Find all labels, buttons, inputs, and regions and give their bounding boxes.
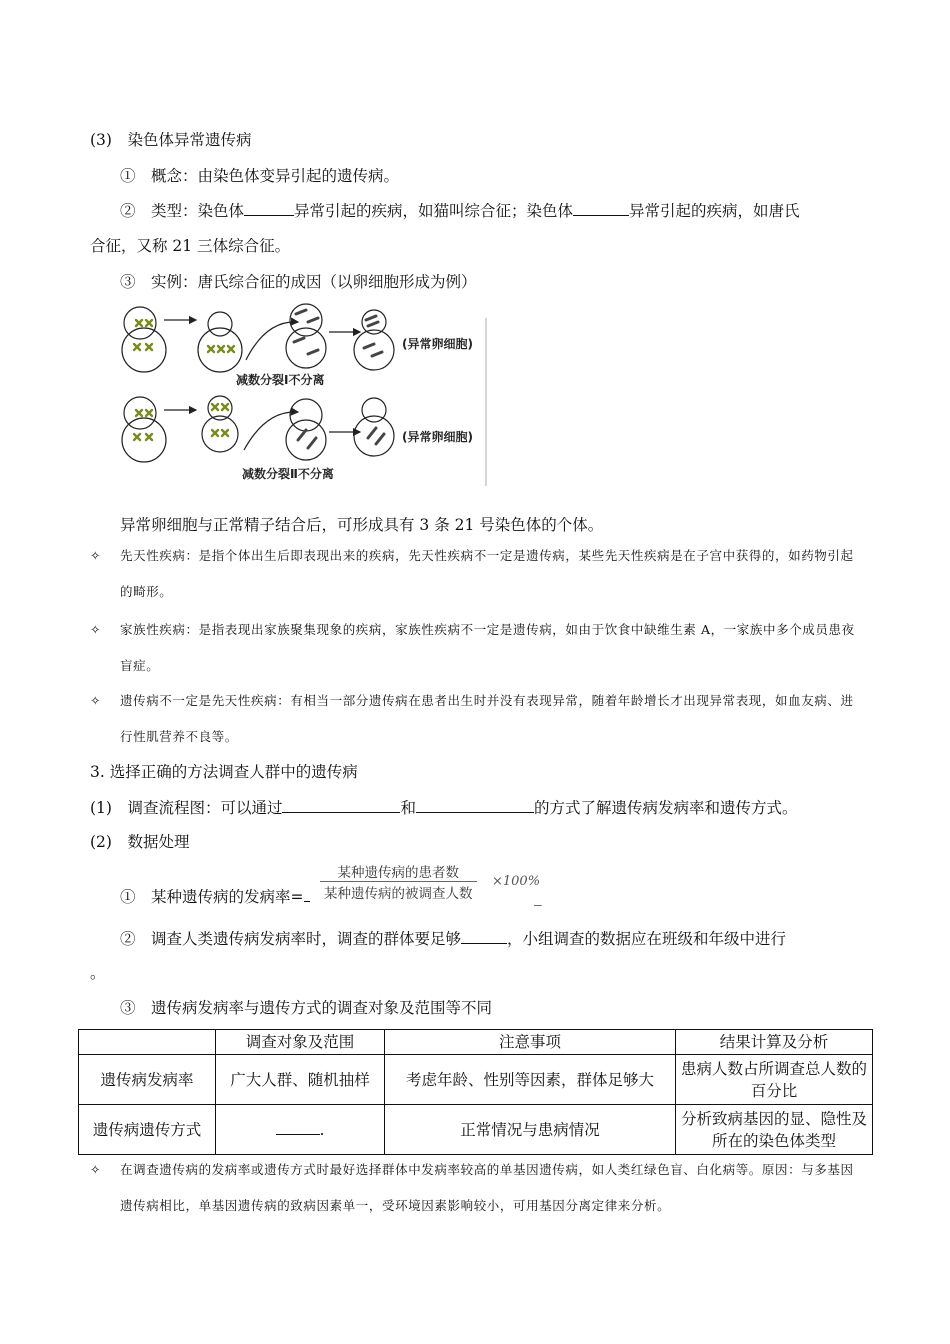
note-bottom	[90, 1152, 862, 1224]
table-cell: 分析致病基因的显、隐性及所在的染色体类型	[676, 1105, 873, 1155]
type-line	[120, 200, 800, 221]
header-cell: 结果计算及分析	[676, 1030, 873, 1055]
star-icon: ✧	[90, 548, 102, 563]
survey-text-a: ② 调查人类遗传病发病率时，调查的群体要足够	[120, 930, 462, 948]
fraction-numerator: 某种遗传病的患者数	[337, 865, 459, 881]
note-text: 在调查遗传病的发病率或遗传方式时最好选择群体中发病率较高的单基因遗传病，如人类红绿色盲、白化病等。原因：与多基因遗传病相比，单基因遗传病的致病因素单一，受环境因素影响较小，可用基因分离定律来分析。	[120, 1162, 854, 1213]
abnormal-egg-label-1: (异常卵细胞)	[402, 337, 473, 351]
type-line-cont: 合征，又称 21 三体综合征。	[90, 237, 291, 255]
after-figure-text: 异常卵细胞与正常精子结合后，可形成具有 3 条 21 号染色体的个体。	[120, 516, 604, 534]
note-text: 遗传病不一定是先天性疾病：有相当一部分遗传病在患者出生时并没有表现异常，随着年龄增长才出现异常表现，如血友病、进行性肌营养不良等。	[120, 693, 854, 744]
table-cell: 患病人数占所调查总人数的百分比	[676, 1055, 873, 1105]
note-text: 先天性疾病：是指个体出生后即表现出来的疾病，先天性疾病不一定是遗传病，某些先天性疾病是在子宫中获得的，如药物引起的畸形。	[120, 548, 854, 599]
section-title: (3) 染色体异常遗传病	[90, 131, 252, 149]
blank-flow-1	[282, 797, 400, 813]
survey-flow-line	[90, 797, 798, 818]
note-congenital	[90, 538, 862, 610]
note-familial	[90, 612, 862, 684]
meiosis-diagram	[116, 300, 488, 486]
note-text: 家族性疾病：是指表现出家族聚集现象的疾病，家族性疾病不一定是遗传病，如由于饮食中缺维生素 A，一家族中多个成员患夜盲症。	[120, 622, 855, 673]
header-cell	[79, 1030, 216, 1055]
star-icon: ✧	[90, 622, 102, 637]
table-header-row	[79, 1030, 873, 1055]
table-cell: 遗传病遗传方式	[79, 1105, 216, 1155]
flow-text-b: 和	[400, 799, 416, 817]
survey-size-line	[120, 928, 786, 949]
caption-meiosis-1: 减数分裂Ⅰ不分离	[236, 373, 325, 387]
star-icon: ✧	[90, 693, 102, 708]
table-cell	[216, 1105, 385, 1155]
note-hereditary	[90, 683, 862, 755]
blank-survey	[461, 928, 507, 944]
rate-fraction	[320, 861, 477, 902]
type-text-c: 异常引起的疾病，如唐氏	[629, 202, 800, 220]
table-cell: 考虑年龄、性别等因素，群体足够大	[385, 1055, 676, 1105]
difference-line: ③ 遗传病发病率与遗传方式的调查对象及范围等不同	[120, 999, 493, 1017]
blank-type-1	[244, 200, 294, 216]
table-cell: 遗传病发病率	[79, 1055, 216, 1105]
rate-line	[120, 887, 310, 907]
table-row	[79, 1055, 873, 1105]
flow-text-c: 的方式了解遗传病发病率和遗传方式。	[533, 799, 798, 817]
header-cell: 调查对象及范围	[216, 1030, 385, 1055]
type-text-b: 异常引起的疾病，如猫叫综合征；染色体	[294, 202, 574, 220]
heading-3: 3. 选择正确的方法调查人群中的遗传病	[90, 763, 358, 781]
header-cell: 注意事项	[385, 1030, 676, 1055]
concept-line: ① 概念：由染色体变异引起的遗传病。	[120, 167, 400, 185]
table-row	[79, 1105, 873, 1155]
table-cell: 广大人群、随机抽样	[216, 1055, 385, 1105]
rate-tail: _	[534, 888, 542, 906]
comparison-table	[78, 1029, 873, 1155]
fraction-times: ×100%	[492, 874, 541, 889]
caption-meiosis-2: 减数分裂Ⅱ不分离	[242, 467, 334, 481]
blank-flow-2	[416, 797, 534, 813]
table-cell-text: .	[319, 1120, 325, 1139]
survey-size-cont: 。	[90, 964, 106, 982]
blank-rate	[304, 887, 310, 902]
fraction-denominator: 某种遗传病的被调查人数	[320, 881, 477, 902]
example-line: ③ 实例：唐氏综合征的成因（以卵细胞形成为例）	[120, 273, 477, 291]
survey-text-b: ，小组调查的数据应在班级和年级中进行	[507, 930, 787, 948]
type-text-a: ② 类型：染色体	[120, 202, 245, 220]
flow-text-a: (1) 调查流程图：可以通过	[90, 799, 283, 817]
data-processing: (2) 数据处理	[90, 833, 190, 851]
star-icon: ✧	[90, 1162, 102, 1177]
table-cell: 正常情况与患病情况	[385, 1105, 676, 1155]
blank-table	[276, 1120, 320, 1135]
blank-type-2	[573, 200, 629, 216]
rate-text: ① 某种遗传病的发病率=	[120, 888, 304, 906]
abnormal-egg-label-2: (异常卵细胞)	[402, 430, 473, 444]
